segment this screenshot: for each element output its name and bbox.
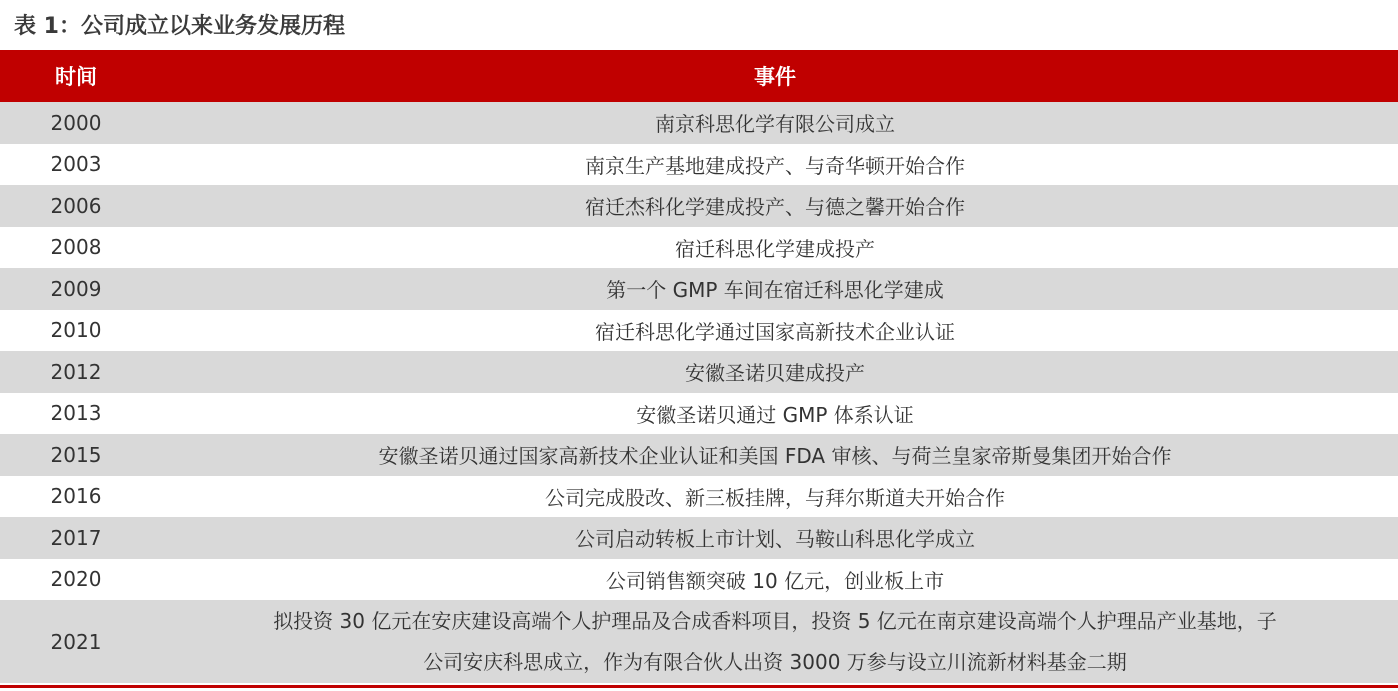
year-cell: 2017 <box>50 525 102 550</box>
event-cell: 安徽圣诺贝建成投产 <box>685 361 865 386</box>
event-cell: 宿迁科思化学通过国家高新技术企业认证 <box>595 319 955 344</box>
table-row <box>0 476 1398 518</box>
year-cell: 2010 <box>50 318 102 343</box>
year-cell: 2009 <box>50 276 102 301</box>
event-line: 拟投资 30 亿元在安庆建设高端个人护理品及合成香料项目，投资 5 亿元在南京建设高端个人护理品产业基地，子 <box>273 608 1277 633</box>
event-cell: 南京科思化学有限公司成立 <box>655 112 895 137</box>
table-caption: 表 1：公司成立以来业务发展历程 <box>14 14 345 39</box>
year-cell: 2015 <box>50 442 102 467</box>
event-cell: 公司销售额突破 10 亿元，创业板上市 <box>605 568 945 593</box>
year-cell: 2008 <box>50 235 102 260</box>
header-year: 时间 <box>55 65 97 89</box>
header-row <box>0 50 1398 102</box>
header-event: 事件 <box>754 65 796 89</box>
event-line: 公司安庆科思成立，作为有限合伙人出资 3000 万参与设立川流新材料基金二期 <box>423 649 1127 674</box>
table-row <box>0 185 1398 227</box>
bottom-rule <box>0 685 1398 688</box>
year-cell: 2006 <box>50 193 102 218</box>
history-table <box>0 50 1398 683</box>
event-cell: 安徽圣诺贝通过国家高新技术企业认证和美国 FDA 审核、与荷兰皇家帝斯曼集团开始合作 <box>378 444 1172 469</box>
event-cell <box>152 600 1398 683</box>
year-cell: 2003 <box>50 152 102 177</box>
table-row <box>0 351 1398 393</box>
table-row <box>0 310 1398 352</box>
table-header <box>0 50 1398 102</box>
table-row <box>0 559 1398 601</box>
table-row <box>0 102 1398 144</box>
year-cell: 2020 <box>50 567 102 592</box>
event-cell: 安徽圣诺贝通过 GMP 体系认证 <box>636 402 914 427</box>
table-row <box>0 227 1398 269</box>
year-cell: 2013 <box>50 401 102 426</box>
table-row <box>0 600 1398 683</box>
year-cell: 2016 <box>50 484 102 509</box>
event-cell: 公司完成股改、新三板挂牌，与拜尔斯道夫开始合作 <box>545 485 1005 510</box>
table-body <box>0 102 1398 683</box>
event-cell: 宿迁杰科化学建成投产、与德之馨开始合作 <box>585 195 965 220</box>
event-cell: 公司启动转板上市计划、马鞍山科思化学成立 <box>575 527 975 552</box>
year-cell: 2000 <box>50 110 102 135</box>
table-row <box>0 517 1398 559</box>
event-cell: 第一个 GMP 车间在宿迁科思化学建成 <box>606 278 944 303</box>
table-row <box>0 434 1398 476</box>
year-cell: 2021 <box>50 629 102 654</box>
table-row <box>0 144 1398 186</box>
table-row <box>0 393 1398 435</box>
table-row <box>0 268 1398 310</box>
event-cell: 南京生产基地建成投产、与奇华顿开始合作 <box>585 153 965 178</box>
year-cell: 2012 <box>50 359 102 384</box>
event-cell: 宿迁科思化学建成投产 <box>675 236 875 261</box>
